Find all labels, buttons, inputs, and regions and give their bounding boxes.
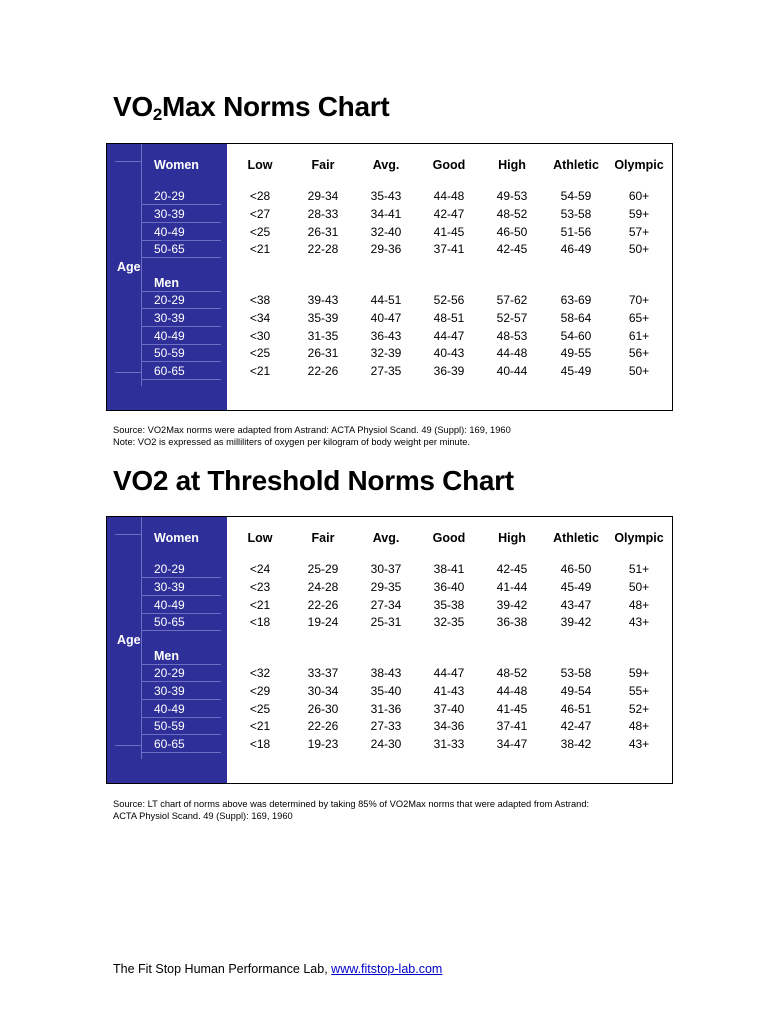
note-line: ACTA Physiol Scand. 49 (Suppl): 169, 1960	[113, 811, 293, 821]
table-cell: 42-47	[560, 719, 592, 733]
table-cell: 41-45	[496, 702, 528, 716]
table-cell: <21	[249, 242, 271, 256]
table-cell: 55+	[628, 684, 650, 698]
men-age-50-59: 50-59	[154, 719, 185, 733]
women-age-20-29: 20-29	[154, 189, 185, 203]
column-header: Good	[432, 158, 466, 172]
women-header: Women	[154, 531, 199, 545]
table-cell: 37-41	[433, 242, 465, 256]
table-cell: 56+	[628, 346, 650, 360]
bracket-line	[141, 257, 221, 258]
column-header: Avg.	[372, 158, 400, 172]
women-age-20-29: 20-29	[154, 562, 185, 576]
table-cell: <18	[249, 737, 271, 751]
table-cell: 46-49	[560, 242, 592, 256]
women-age-50-65: 50-65	[154, 615, 185, 629]
table-cell: 53-58	[560, 666, 592, 680]
women-age-30-39: 30-39	[154, 207, 185, 221]
bracket-line	[141, 577, 221, 578]
table-cell: 48+	[628, 598, 650, 612]
table-cell: 63-69	[560, 293, 592, 307]
table-cell: 22-26	[307, 719, 339, 733]
bracket-line	[141, 752, 221, 753]
note-line: Source: LT chart of norms above was determined by taking 85% of VO2Max norms that were adapted from Astrand:	[113, 799, 590, 809]
note-line: Source: VO2Max norms were adapted from Astrand: ACTA Physiol Scand. 49 (Suppl): 169, 1960	[113, 425, 511, 435]
column-header: Low	[247, 158, 273, 172]
bracket-line	[141, 734, 221, 735]
table-cell: 34-36	[433, 719, 465, 733]
table-cell: <21	[249, 364, 271, 378]
age-label: Age	[117, 260, 141, 274]
table-cell: 59+	[628, 207, 650, 221]
table-cell: 38-42	[560, 737, 592, 751]
table-cell: 52-57	[496, 311, 528, 325]
table-cell: 40-44	[496, 364, 528, 378]
bracket-line	[141, 681, 221, 682]
table-cell: 45-49	[560, 364, 592, 378]
table-cell: 39-42	[560, 615, 592, 629]
table-cell: 35-40	[370, 684, 402, 698]
bracket-line	[141, 204, 221, 205]
table-cell: 36-40	[433, 580, 465, 594]
table-cell: 27-33	[370, 719, 402, 733]
table-cell: 43+	[628, 737, 650, 751]
table-cell: 61+	[628, 329, 650, 343]
bracket-line	[141, 595, 221, 596]
table-cell: 29-34	[307, 189, 339, 203]
table-cell: 44-47	[433, 666, 465, 680]
men-age-20-29: 20-29	[154, 293, 185, 307]
women-age-40-49: 40-49	[154, 598, 185, 612]
table-cell: 25-31	[370, 615, 402, 629]
bracket-line	[141, 344, 221, 345]
table-cell: <25	[249, 225, 271, 239]
men-age-30-39: 30-39	[154, 311, 185, 325]
table-cell: 35-39	[307, 311, 339, 325]
bracket-line	[141, 291, 221, 292]
bracket-line	[141, 222, 221, 223]
table-cell: 28-33	[307, 207, 339, 221]
men-age-40-49: 40-49	[154, 329, 185, 343]
table-cell: 70+	[628, 293, 650, 307]
women-age-40-49: 40-49	[154, 225, 185, 239]
bracket-line	[141, 240, 221, 241]
table-cell: 36-39	[433, 364, 465, 378]
table-cell: 54-60	[560, 329, 592, 343]
men-header: Men	[154, 649, 179, 663]
column-header: Avg.	[372, 531, 400, 545]
threshold-norms-table	[106, 516, 673, 784]
age-label: Age	[117, 633, 141, 647]
table-cell: 22-26	[307, 364, 339, 378]
table-cell: <32	[249, 666, 271, 680]
column-header: Olympic	[614, 158, 664, 172]
table-cell: 57-62	[496, 293, 528, 307]
table-cell: 49-55	[560, 346, 592, 360]
bracket-line	[141, 326, 221, 327]
table-cell: <18	[249, 615, 271, 629]
table-cell: 31-33	[433, 737, 465, 751]
table-cell: <29	[249, 684, 271, 698]
table-cell: 42-45	[496, 242, 528, 256]
table-cell: 48-52	[496, 666, 528, 680]
table-cell: 48-53	[496, 329, 528, 343]
table-cell: 44-47	[433, 329, 465, 343]
column-header: Olympic	[614, 531, 664, 545]
table-cell: 22-28	[307, 242, 339, 256]
column-header: Athletic	[553, 531, 599, 545]
table-cell: 30-34	[307, 684, 339, 698]
bracket-line	[141, 308, 221, 309]
table-cell: <38	[249, 293, 271, 307]
vo2max-norms-table	[106, 143, 673, 411]
vo2max-source-note	[113, 424, 511, 448]
table-cell: <30	[249, 329, 271, 343]
column-header: Good	[432, 531, 466, 545]
table-cell: 19-24	[307, 615, 339, 629]
men-age-50-59: 50-59	[154, 346, 185, 360]
column-header: High	[498, 531, 526, 545]
table-cell: 32-39	[370, 346, 402, 360]
table-cell: 58-64	[560, 311, 592, 325]
table-cell: 26-30	[307, 702, 339, 716]
table-cell: <27	[249, 207, 271, 221]
table-cell: 24-28	[307, 580, 339, 594]
table-cell: 36-38	[496, 615, 528, 629]
table-cell: <25	[249, 702, 271, 716]
vo2max-chart-title: $VO_2Max$ Norms Chart	[113, 91, 390, 124]
footer-text: The Fit Stop Human Performance Lab,	[113, 962, 332, 976]
footer	[113, 962, 442, 976]
table-cell: <34	[249, 311, 271, 325]
table-cell: 26-31	[307, 346, 339, 360]
column-header: High	[498, 158, 526, 172]
table-cell: 65+	[628, 311, 650, 325]
table-cell: 51+	[628, 562, 650, 576]
bracket-line	[141, 613, 221, 614]
women-header: Women	[154, 158, 199, 172]
table-cell: 45-49	[560, 580, 592, 594]
table-cell: 37-41	[496, 719, 528, 733]
column-header: Low	[247, 531, 273, 545]
table-cell: 38-43	[370, 666, 402, 680]
table-cell: 31-35	[307, 329, 339, 343]
bracket-line	[115, 534, 141, 535]
bracket-line	[115, 745, 141, 746]
table-cell: 27-34	[370, 598, 402, 612]
table-cell: 39-42	[496, 598, 528, 612]
table-cell: 33-37	[307, 666, 339, 680]
table-cell: 27-35	[370, 364, 402, 378]
table-cell: 19-23	[307, 737, 339, 751]
table-cell: 44-51	[370, 293, 402, 307]
table-cell: 52-56	[433, 293, 465, 307]
table-cell: 41-43	[433, 684, 465, 698]
threshold-source-note	[113, 798, 589, 822]
bracket-line	[115, 161, 141, 162]
table-cell: <23	[249, 580, 271, 594]
table-cell: 50+	[628, 364, 650, 378]
table-cell: 42-47	[433, 207, 465, 221]
table-cell: 41-45	[433, 225, 465, 239]
bracket-line	[141, 664, 221, 665]
table-cell: 50+	[628, 242, 650, 256]
bracket-line	[141, 144, 142, 386]
table-cell: 34-41	[370, 207, 402, 221]
table-cell: 35-38	[433, 598, 465, 612]
table-cell: 48-52	[496, 207, 528, 221]
table-cell: 40-43	[433, 346, 465, 360]
note-line: Note: VO2 is expressed as milliliters of oxygen per kilogram of body weight per minute.	[113, 437, 471, 447]
table-cell: 49-54	[560, 684, 592, 698]
table-cell: 26-31	[307, 225, 339, 239]
column-header: Fair	[311, 531, 335, 545]
table-cell: 46-50	[560, 562, 592, 576]
bracket-line	[115, 372, 141, 373]
table-cell: 52+	[628, 702, 650, 716]
table-cell: 43+	[628, 615, 650, 629]
bracket-line	[141, 361, 221, 362]
table-cell: 57+	[628, 225, 650, 239]
table-cell: 50+	[628, 580, 650, 594]
table-cell: <25	[249, 346, 271, 360]
table-cell: 32-35	[433, 615, 465, 629]
table-cell: 46-51	[560, 702, 592, 716]
table-cell: 49-53	[496, 189, 528, 203]
table-cell: 59+	[628, 666, 650, 680]
bracket-line	[141, 717, 221, 718]
table-cell: 36-43	[370, 329, 402, 343]
bracket-line	[141, 379, 221, 380]
table-cell: <21	[249, 598, 271, 612]
table-cell: 39-43	[307, 293, 339, 307]
table-cell: 53-58	[560, 207, 592, 221]
women-age-50-65: 50-65	[154, 242, 185, 256]
table-cell: 44-48	[496, 346, 528, 360]
men-age-60-65: 60-65	[154, 737, 185, 751]
table-cell: 29-35	[370, 580, 402, 594]
bracket-line	[141, 630, 221, 631]
table-cell: 46-50	[496, 225, 528, 239]
table-cell: 29-36	[370, 242, 402, 256]
table-cell: 43-47	[560, 598, 592, 612]
column-header: Fair	[311, 158, 335, 172]
table-cell: 30-37	[370, 562, 402, 576]
table-cell: 42-45	[496, 562, 528, 576]
column-header: Athletic	[553, 158, 599, 172]
table-cell: 31-36	[370, 702, 402, 716]
table-cell: 41-44	[496, 580, 528, 594]
website-link[interactable]: www.fitstop-lab.com	[331, 962, 443, 976]
table-cell: <21	[249, 719, 271, 733]
bracket-line	[141, 517, 142, 759]
threshold-chart-title: VO2 at Threshold Norms Chart	[113, 465, 514, 496]
bracket-line	[141, 699, 221, 700]
table-cell: 51-56	[560, 225, 592, 239]
table-cell: 37-40	[433, 702, 465, 716]
table-cell: 35-43	[370, 189, 402, 203]
table-cell: 24-30	[370, 737, 402, 751]
table-cell: 48+	[628, 719, 650, 733]
table-cell: 48-51	[433, 311, 465, 325]
men-age-40-49: 40-49	[154, 702, 185, 716]
men-age-20-29: 20-29	[154, 666, 185, 680]
table-cell: 44-48	[496, 684, 528, 698]
women-age-30-39: 30-39	[154, 580, 185, 594]
table-cell: 40-47	[370, 311, 402, 325]
table-cell: 60+	[628, 189, 650, 203]
table-cell: 54-59	[560, 189, 592, 203]
table-cell: 44-48	[433, 189, 465, 203]
men-age-30-39: 30-39	[154, 684, 185, 698]
table-cell: 34-47	[496, 737, 528, 751]
table-cell: <24	[249, 562, 271, 576]
table-cell: 38-41	[433, 562, 465, 576]
men-header: Men	[154, 276, 179, 290]
table-cell: 25-29	[307, 562, 339, 576]
men-age-60-65: 60-65	[154, 364, 185, 378]
table-cell: 32-40	[370, 225, 402, 239]
table-cell: 22-26	[307, 598, 339, 612]
table-cell: <28	[249, 189, 271, 203]
